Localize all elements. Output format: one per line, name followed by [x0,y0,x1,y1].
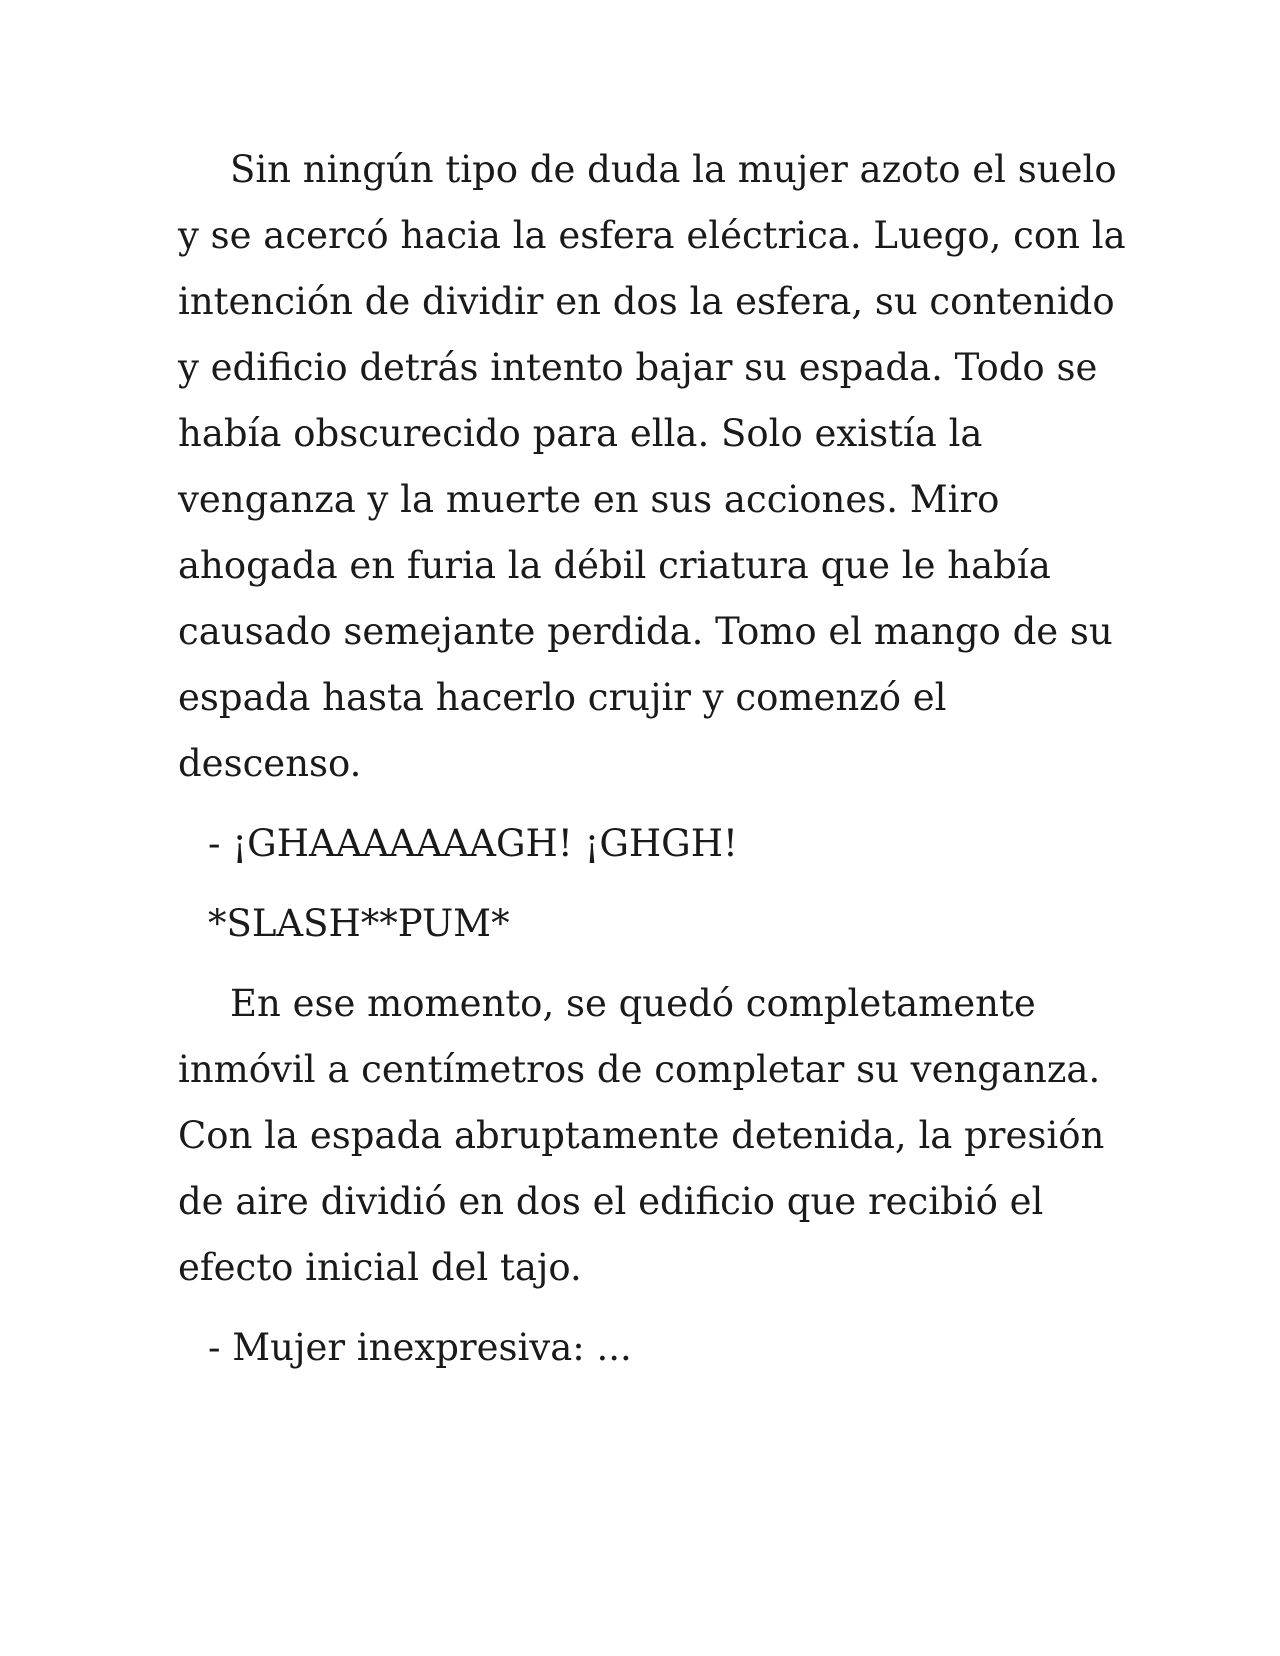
sound-effect-line: *SLASH**PUM* [208,902,510,945]
paragraph-1-line: había obscurecido para ella. Solo existía la [178,412,983,455]
paragraph-2-line: En ese momento, se quedó completamente [230,982,1036,1025]
paragraph-1-line: intención de dividir en dos la esfera, su contenido [178,280,1115,323]
paragraph-2-line: de aire dividió en dos el edificio que recibió el [178,1180,1044,1223]
paragraph-1-line: ahogada en furia la débil criatura que le había [178,544,1051,587]
paragraph-1-line: venganza y la muerte en sus acciones. Miro [178,478,1000,521]
dialogue-line-woman: - Mujer inexpresiva: ... [208,1326,632,1369]
paragraph-2-line: inmóvil a centímetros de completar su venganza. [178,1048,1101,1091]
paragraph-1-line: espada hasta hacerlo crujir y comenzó el [178,676,947,719]
paragraph-2-line: Con la espada abruptamente detenida, la presión [178,1114,1105,1157]
paragraph-1-line: y edificio detrás intento bajar su espada. Todo se [178,346,1098,389]
paragraph-1-line: causado semejante perdida. Tomo el mango de su [178,610,1113,653]
paragraph-1 [178,137,1126,797]
paragraph-2 [178,971,1108,1301]
body-text [178,137,1126,1381]
paragraph-2-line: efecto inicial del tajo. [178,1246,582,1289]
paragraph-1-line: Sin ningún tipo de duda la mujer azoto el suelo [230,148,1117,191]
paragraph-1-line: descenso. [178,742,362,785]
paragraph-1-line: y se acercó hacia la esfera eléctrica. Luego, con la [178,214,1126,257]
dialogue-line-scream: - ¡GHAAAAAAAGH! ¡GHGH! [208,822,738,865]
